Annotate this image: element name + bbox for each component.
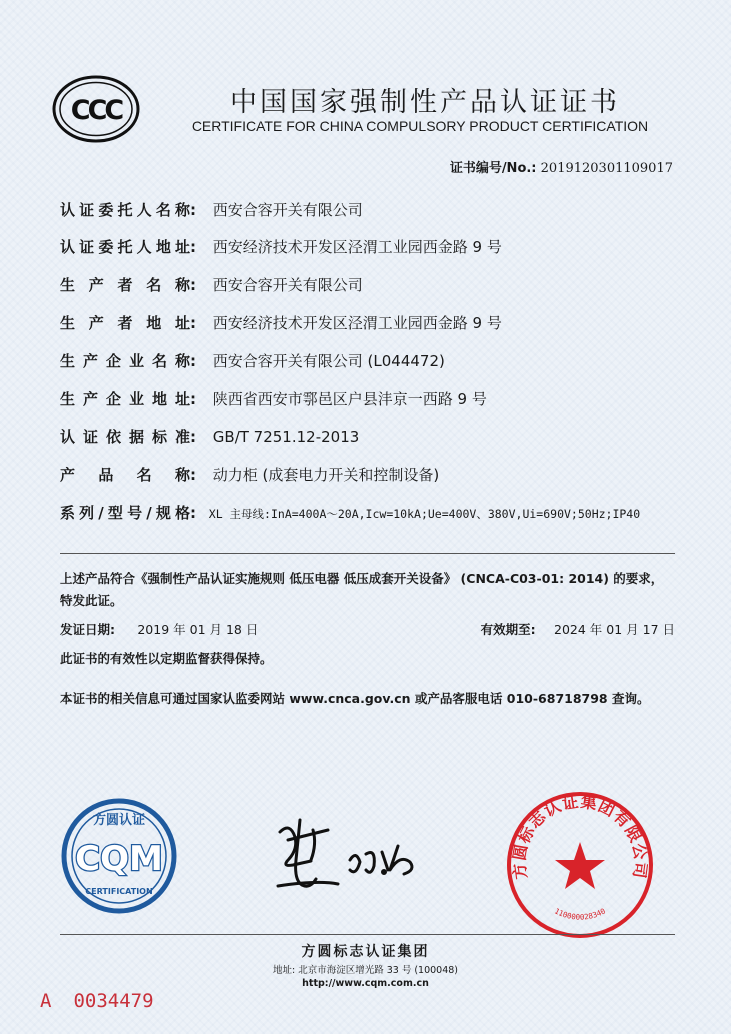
footer-address: 地址: 北京市海淀区增光路 33 号 (100048) [272, 965, 459, 976]
ccc-logo-text: CCC [70, 95, 122, 126]
certificate-number-value: 2019120301109017 [540, 161, 673, 176]
field-value: 西安合容开关有限公司 [212, 276, 363, 294]
field-value: 动力柜 (成套电力开关和控制设备) [212, 466, 440, 484]
field-row: 认证依据标准: GB/T 7251.12-2013 [60, 428, 360, 446]
footer-website: http://www.cqm.com.cn [302, 978, 429, 989]
field-label: 认证委托人地址 [60, 238, 190, 256]
serial-number [40, 990, 154, 1012]
issue-date: 2019 年 01 月 18 日 [137, 622, 259, 637]
serial-prefix: A [40, 990, 52, 1012]
certificate-title-en: CERTIFICATE FOR CHINA COMPULSORY PRODUCT CERTIFICATION [191, 118, 649, 134]
expiry-date: 2024 年 01 月 17 日 [554, 622, 675, 637]
field-label: 生产者名称 [60, 276, 190, 294]
field-value: 西安合容开关有限公司 (L044472) [212, 352, 445, 370]
field-value: 西安合容开关有限公司 [212, 201, 363, 219]
field-value: 西安经济技术开发区泾渭工业园西金路 9 号 [212, 314, 502, 332]
field-label: 系列/型号/规格 [60, 504, 190, 522]
expiry-date-label: 有效期至: [480, 622, 536, 637]
field-row: 生产企业名称: 西安合容开关有限公司 (L044472) [60, 352, 445, 370]
field-row: 生产者名称: 西安合容开关有限公司 [60, 276, 363, 294]
signature-image [258, 812, 438, 902]
svg-text:110000028340 [553, 906, 607, 921]
field-value: 陕西省西安市鄠邑区户县沣京一西路 9 号 [212, 390, 487, 408]
certificate-number-label: 证书编号/No.: [449, 161, 537, 176]
cqm-logo-bottom-text: CERTIFICATION [85, 887, 153, 896]
field-row: 生产企业地址: 陕西省西安市鄠邑区户县沣京一西路 9 号 [60, 390, 487, 408]
issue-date-label: 发证日期: [60, 622, 115, 637]
certificate-number [450, 157, 673, 176]
ccc-logo [52, 74, 140, 144]
field-value: GB/T 7251.12-2013 [212, 428, 360, 446]
field-row: 认证委托人名称: 西安合容开关有限公司 [60, 201, 363, 219]
info-note: 本证书的相关信息可通过国家认监委网站 www.cnca.gov.cn 或产品客服电话 010-68718798 查询。 [60, 691, 650, 706]
certificate-title-cn: 中国国家强制性产品认证证书 [230, 87, 620, 118]
conformity-statement: 上述产品符合《强制性产品认证实施规则 低压电器 低压成套开关设备》 (CNCA-C03-01: 2014) 的要求，特发此证。 [60, 571, 664, 608]
expiry-block [481, 620, 675, 638]
seal-ring-text: 方圆标志认证集团有限公司 [509, 791, 651, 881]
field-value: 西安经济技术开发区泾渭工业园西金路 9 号 [212, 238, 502, 256]
validity-note: 此证书的有效性以定期监督获得保持。 [60, 651, 273, 666]
footer-org-name: 方圆标志认证集团 [301, 944, 430, 960]
cqm-logo-main-text: CQM [75, 839, 163, 879]
field-label: 生产企业地址 [60, 390, 190, 408]
cqm-logo [60, 797, 178, 915]
company-seal [505, 790, 655, 940]
serial-value: 0034479 [73, 990, 154, 1012]
field-label: 认证委托人名称 [60, 201, 190, 219]
field-row: 生产者地址: 西安经济技术开发区泾渭工业园西金路 9 号 [60, 314, 502, 332]
seal-number: 110000028340 [553, 906, 607, 922]
dates-row [60, 620, 675, 638]
field-row: 产品名称: 动力柜 (成套电力开关和控制设备) [60, 466, 440, 484]
field-row: 系列/型号/规格: XL 主母线:InA=400A～20A,Icw=10kA;Ue=400V、380V,Ui=690V;50Hz;IP40 [60, 504, 641, 522]
field-label: 产品名称 [60, 466, 190, 484]
field-label: 生产者地址 [60, 314, 190, 332]
divider [60, 553, 675, 554]
field-label: 生产企业名称 [60, 352, 190, 370]
field-row: 认证委托人地址: 西安经济技术开发区泾渭工业园西金路 9 号 [60, 238, 502, 256]
field-label: 认证依据标准 [60, 428, 190, 446]
footer-divider [60, 934, 675, 935]
cqm-logo-top-text: 方圆认证 [92, 813, 146, 828]
field-value: XL 主母线:InA=400A～20A,Icw=10kA;Ue=400V、380V,Ui=690V;50Hz;IP40 [208, 507, 641, 521]
